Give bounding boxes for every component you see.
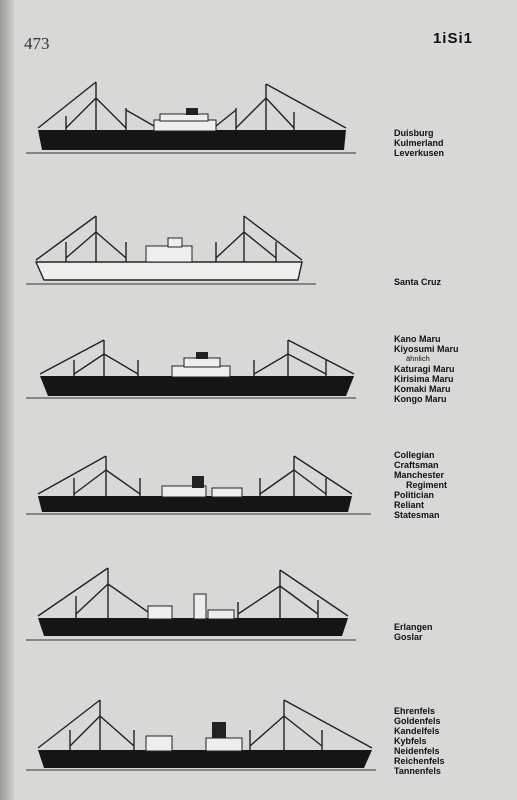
ship-name: Leverkusen	[394, 148, 445, 158]
ship-name: Katuragi Maru	[394, 364, 455, 374]
ship-silhouette-4	[26, 448, 366, 528]
ship-name: Reliant	[394, 500, 425, 510]
ship-name: Kulmerland	[394, 138, 444, 148]
ship-silhouette-6	[26, 696, 366, 776]
ship-name: Statesman	[394, 510, 440, 520]
ship-name: Kandelfels	[394, 726, 440, 736]
ship-name: Neidenfels	[394, 746, 440, 756]
ship-name: Komaki Maru	[394, 384, 451, 394]
ship-names-group-1	[394, 128, 444, 158]
ship-names-group-6	[394, 706, 445, 776]
ship-name: Goslar	[394, 632, 423, 642]
ship-name: Goldenfels	[394, 716, 441, 726]
ship-names-group-2	[394, 277, 441, 287]
header-logo: 1iSi1	[432, 30, 473, 47]
ship-name: Politician	[394, 490, 435, 500]
ship-name: Santa Cruz	[394, 277, 442, 287]
ship-name: Craftsman	[394, 460, 439, 470]
ship-silhouette-5	[26, 564, 366, 644]
ship-silhouette-1	[26, 78, 366, 158]
ship-name: Kano Maru	[394, 334, 441, 344]
ship-silhouette-3	[26, 332, 366, 412]
ship-name: Tannenfels	[394, 766, 441, 776]
ship-name-note: ähnlich	[406, 354, 430, 363]
ship-silhouette-2	[26, 210, 366, 290]
ship-name: Kiyosumi Maru	[394, 344, 459, 354]
ship-name: Kybfels	[394, 736, 427, 746]
ship-name: Regiment	[406, 480, 448, 490]
ship-name: Reichenfels	[394, 756, 445, 766]
ship-name: Erlangen	[394, 622, 433, 632]
ship-names-group-4	[394, 450, 447, 520]
ship-name: Kongo Maru	[394, 394, 447, 404]
ship-name: Kirisima Maru	[394, 374, 454, 384]
ship-names-group-5	[394, 622, 433, 642]
ship-name: Collegian	[394, 450, 435, 460]
ship-name: Ehrenfels	[394, 706, 436, 716]
ship-name: Manchester	[394, 470, 445, 480]
page-gutter-shadow	[0, 0, 14, 800]
page-number: 473	[24, 34, 50, 53]
ship-name: Duisburg	[394, 128, 434, 138]
ship-names-group-3	[394, 334, 459, 404]
